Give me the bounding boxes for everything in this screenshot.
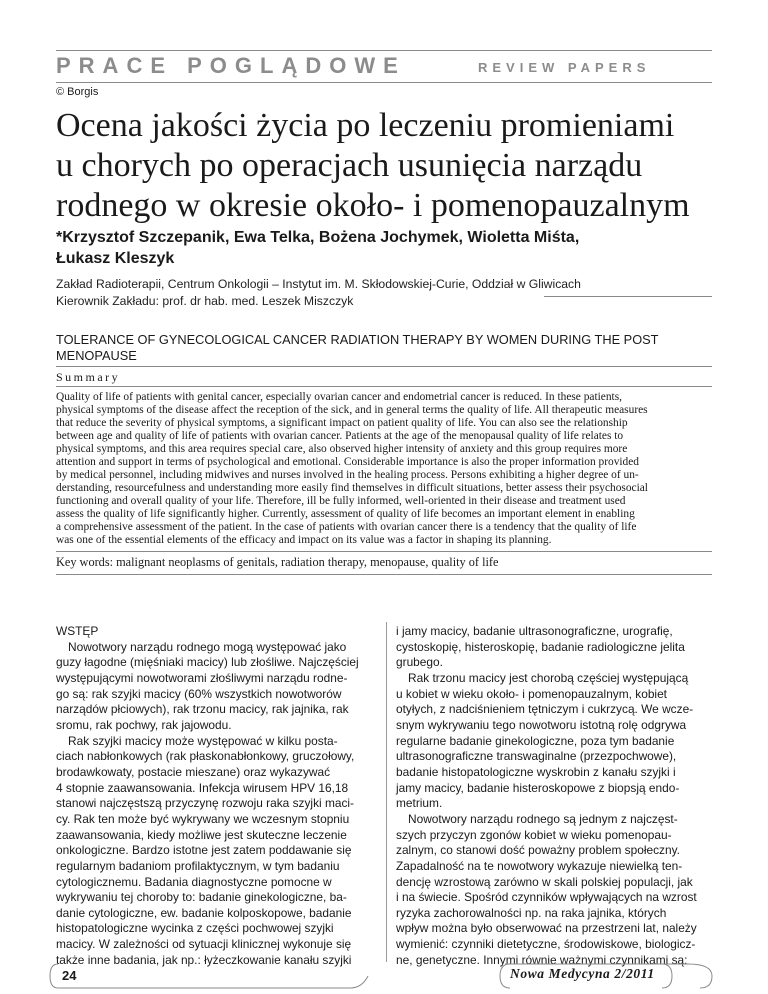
body-line: cystoskopię, histeroskopię, badanie radiologiczne jelita <box>396 639 685 654</box>
body-line: Nowotwory narządu rodnego mogą występować jako <box>68 639 347 654</box>
summary-line: physical symptoms, and this area requires special care, also observed higher intensity of anxiety and this group requires more <box>56 443 628 455</box>
body-line: u kobiet w wieku około- i pomenopauzalnym, kobiet <box>396 686 667 701</box>
title-line: u chorych po operacjach usunięcia narządu <box>56 147 643 184</box>
journal-name: Nowa Medycyna 2/2011 <box>510 966 655 981</box>
body-line: guzy łagodne (mięśniaki macicy) lub złośliwe. Najczęściej <box>56 655 359 670</box>
body-line: wykrywaniu tej choroby to: badanie ginekologiczne, ba- <box>56 890 347 905</box>
summary-line: physical symptoms of the disease affect the reception of the sick, and in general terms the quality of life. All therapeutic measures <box>56 404 648 416</box>
summary-line: assess the quality of life significantly higher. Currently, assessment of quality of life becomes an important element in enabling <box>56 508 635 520</box>
body-line: go są: rak szyjki macicy (60% wszystkich nowotworów <box>56 686 342 701</box>
keywords-bottom-rule <box>56 574 712 575</box>
body-line: sromu, rak pochwy, rak jajowodu. <box>56 717 232 732</box>
body-line: onkologiczne. Bardzo istotne jest zatem poddawanie się <box>56 843 352 858</box>
header-rule <box>56 82 712 83</box>
body-line: ryzyka zachorowalności np. na raka jajnika, których <box>396 905 667 920</box>
summary-line: functioning and overall quality of your life. Therefore, ill be fully informed, well-oriented in their disease and treatment used <box>56 495 626 507</box>
title-line: rodnego w okresie około- i pomenopauzalnym <box>56 187 690 224</box>
body-line: Nowotwory narządu rodnego są jednym z najczęst- <box>408 811 678 826</box>
authors-line: Łukasz Kleszyk <box>56 250 175 267</box>
affiliation-rule <box>544 296 712 297</box>
summary-heading: Summary <box>56 370 121 384</box>
body-line: snym wykrywaniu tego nowotworu istotną rolę odgrywa <box>396 717 687 732</box>
body-line: regularne badanie ginekologiczne, poza tym badanie <box>396 733 675 748</box>
summary-line: a comprehensive assessment of the patient. In the case of patients with ovarian cancer there is a tendency that the quality of life <box>56 521 637 533</box>
body-line: grubego. <box>396 655 443 670</box>
body-line: ultrasonograficzne transwaginalne (przezpochwowe), <box>396 749 677 764</box>
body-line: stanowi najczęstszą przyczynę rozwoju raka szyjki maci- <box>56 796 355 811</box>
body-line: histopatologiczne wycinka z części pochwowej szyjki <box>56 921 334 936</box>
body-line: Rak trzonu macicy jest chorobą częściej występującą <box>408 670 689 685</box>
body-line: dencję wzrostową zarówno w skali polskiej populacji, jak <box>396 874 693 889</box>
body-line: wymienić: czynniki dietetyczne, środowiskowe, biologicz- <box>396 937 696 952</box>
affiliation <box>56 276 716 310</box>
body-line: Zapadalność na te nowotwory wykazuje niewielką ten- <box>396 858 683 873</box>
body-line: danie cytologiczne, ew. badanie kolposkopowe, badanie <box>56 905 352 920</box>
column-divider <box>386 622 387 962</box>
summary-line: by medical personnel, including midwives and nurses involved in the healing process. Persons exhibiting a higher degree of un- <box>56 469 639 481</box>
body-line: metrium. <box>396 796 443 811</box>
summary-text <box>56 391 710 547</box>
section-heading: WSTĘP <box>56 624 99 638</box>
body-line: ne, genetyczne. Innymi równie ważnymi czynnikami są: <box>396 952 688 967</box>
body-line: otyłych, z nadciśnieniem tętniczym i cukrzycą. We wcze- <box>396 702 694 717</box>
page-number: 24 <box>62 968 77 983</box>
affiliation-line: Zakład Radioterapii, Centrum Onkologii – Instytut im. M. Skłodowskiej-Curie, Oddział w Gliwicach <box>56 277 581 291</box>
summary-line: derstanding, resourcefulness and understanding more easily find themselves in difficult situations, better assess their psychosocial <box>56 482 648 494</box>
body-line: występującymi nowotworami złośliwymi narządu rodne- <box>56 670 348 685</box>
english-title-line: MENOPAUSE <box>56 348 137 363</box>
body-line: wpływ można było obserwować na przestrzeni lat, należy <box>396 921 697 936</box>
body-line: regularnym badaniom profilaktycznym, w tym badaniu <box>56 858 340 873</box>
summary-line: that reduce the severity of physical symptoms, a significant impact on patient quality of life. You can also see the relationship <box>56 417 628 429</box>
body-line: macicy. W zależności od sytuacji klinicznej wykonuje się <box>56 937 352 952</box>
left-column <box>56 624 374 968</box>
body-line: i na świecie. Spośród czynników wpływających na wzrost <box>396 890 697 905</box>
body-line: zalnym, co stanowi dość poważny problem społeczny. <box>396 843 680 858</box>
article-title <box>56 106 696 226</box>
body-line: brodawkowaty, postacie mieszane) oraz wykazywać <box>56 764 331 779</box>
body-line: narządów płciowych), rak trzonu macicy, rak jajnika, rak <box>56 702 349 717</box>
keywords: Key words: malignant neoplasms of genitals, radiation therapy, menopause, quality of life <box>56 555 499 569</box>
body-line: badanie histopatologiczne wyskrobin z kanału szyjki i <box>396 764 676 779</box>
summary-heading-rule <box>56 386 712 387</box>
section-label-pl: PRACE POGLĄDOWE <box>56 53 406 78</box>
summary-line: between age and quality of life of patients with ovarian cancer. Patients at the age of the menopausal quality of life relates to <box>56 430 624 442</box>
body-line: i jamy macicy, badanie ultrasonograficzne, urografię, <box>396 624 673 638</box>
body-line: także inne badania, jak np.: łyżeczkowanie kanału szyjki <box>56 952 352 967</box>
section-label-en: REVIEW PAPERS <box>478 60 651 75</box>
summary-line: Quality of life of patients with genital cancer, especially ovarian cancer and endometrial cancer is reduced. In these patients, <box>56 391 622 403</box>
publisher-mark: © Borgis <box>56 86 99 98</box>
summary-line: attention and support in terms of psychological and emotional. Considerable importance is also the proper information provided <box>56 456 639 468</box>
english-title <box>56 332 696 364</box>
body-line: cytologicznemu. Badania diagnostyczne pomocne w <box>56 874 332 889</box>
body-line: cy. Rak ten może być wykrywany we wczesnym stopniu <box>56 811 350 826</box>
body-line: Rak szyjki macicy może występować w kilku posta- <box>68 733 338 748</box>
title-line: Ocena jakości życia po leczeniu promieniami <box>56 107 675 144</box>
body-line: zaawansowania, kiedy możliwe jest skuteczne leczenie <box>56 827 347 842</box>
head-of-department: Kierownik Zakładu: prof. dr hab. med. Leszek Miszczyk <box>56 294 354 308</box>
right-column <box>396 624 714 968</box>
body-line: jamy macicy, badanie histeroskopowe z biopsją endo- <box>396 780 680 795</box>
summary-top-rule <box>56 366 712 367</box>
authors-line: *Krzysztof Szczepanik, Ewa Telka, Bożena Jochymek, Wioletta Miśta, <box>56 229 580 246</box>
top-rule <box>56 50 712 51</box>
keywords-top-rule <box>56 551 712 552</box>
summary-line: was one of the essential elements of the efficacy and impact on its value was a factor in shaping its planning. <box>56 534 552 546</box>
body-line: ciach nabłonkowych (rak płaskonabłonkowy, gruczołowy, <box>56 749 355 764</box>
body-line: 4 stopnie zaawansowania. Infekcja wirusem HPV 16,18 <box>56 780 349 795</box>
english-title-line: TOLERANCE OF GYNECOLOGICAL CANCER RADIATION THERAPY BY WOMEN DURING THE POST <box>56 332 659 347</box>
body-line: szych przyczyn zgonów kobiet w wieku pomenopau- <box>396 827 672 842</box>
authors <box>56 227 656 269</box>
